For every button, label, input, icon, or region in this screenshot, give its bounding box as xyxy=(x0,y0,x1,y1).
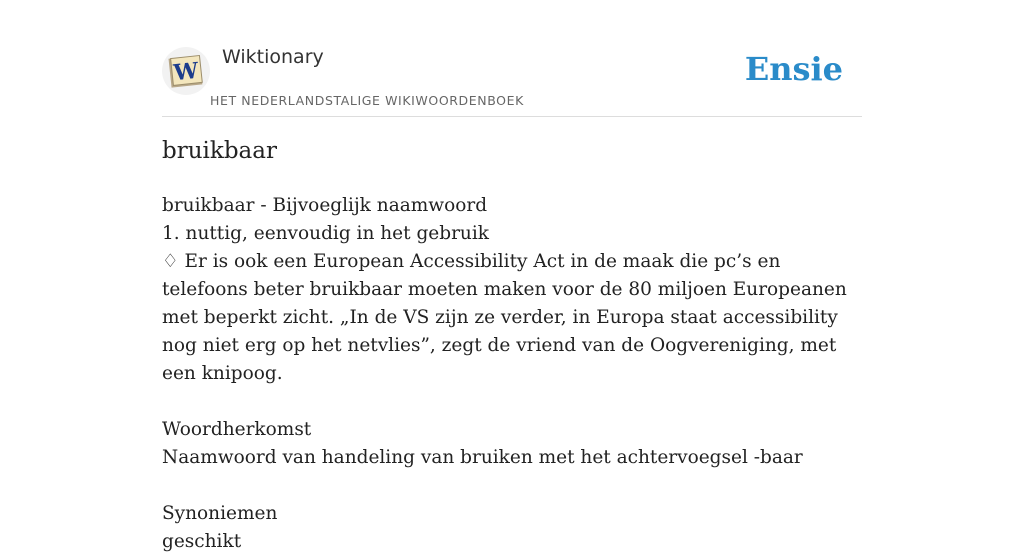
wiktionary-logo-icon[interactable] xyxy=(162,47,210,95)
site-tagline: HET NEDERLANDSTALIGE WIKIWOORDENBOEK xyxy=(210,93,524,108)
entry-heading: bruikbaar - Bijvoeglijk naamwoord xyxy=(162,195,488,216)
etymology-text: Naamwoord van handeling van bruiken met het achtervoegsel -baar xyxy=(162,447,803,468)
site-name[interactable]: Wiktionary xyxy=(222,46,324,68)
spacer xyxy=(162,388,864,416)
synonym-item: geschikt xyxy=(162,531,242,552)
logo-letter: W xyxy=(172,57,200,87)
page-title: bruikbaar xyxy=(162,138,277,164)
etymology-heading: Woordherkomst xyxy=(162,419,312,440)
site-header xyxy=(162,44,862,117)
spacer xyxy=(162,472,864,500)
wiktionary-tile-icon xyxy=(168,54,204,88)
ensie-brand-link[interactable]: Ensie xyxy=(744,50,843,88)
definition-text: 1. nuttig, eenvoudig in het gebruik xyxy=(162,223,489,244)
synonyms-heading: Synoniemen xyxy=(162,503,278,524)
example-sentence: ♢ Er is ook een European Accessibility Act in de maak die pc’s en telefoons beter bruikbaar moeten maken voor de 80 miljoen Europeanen met beperkt zicht. „In de VS zijn ze verder, in Europa staat accessibility nog niet erg op het netvlies”, zegt de vriend van de Oogvereniging, met een knipoog. xyxy=(162,251,847,384)
entry-content xyxy=(162,192,864,556)
